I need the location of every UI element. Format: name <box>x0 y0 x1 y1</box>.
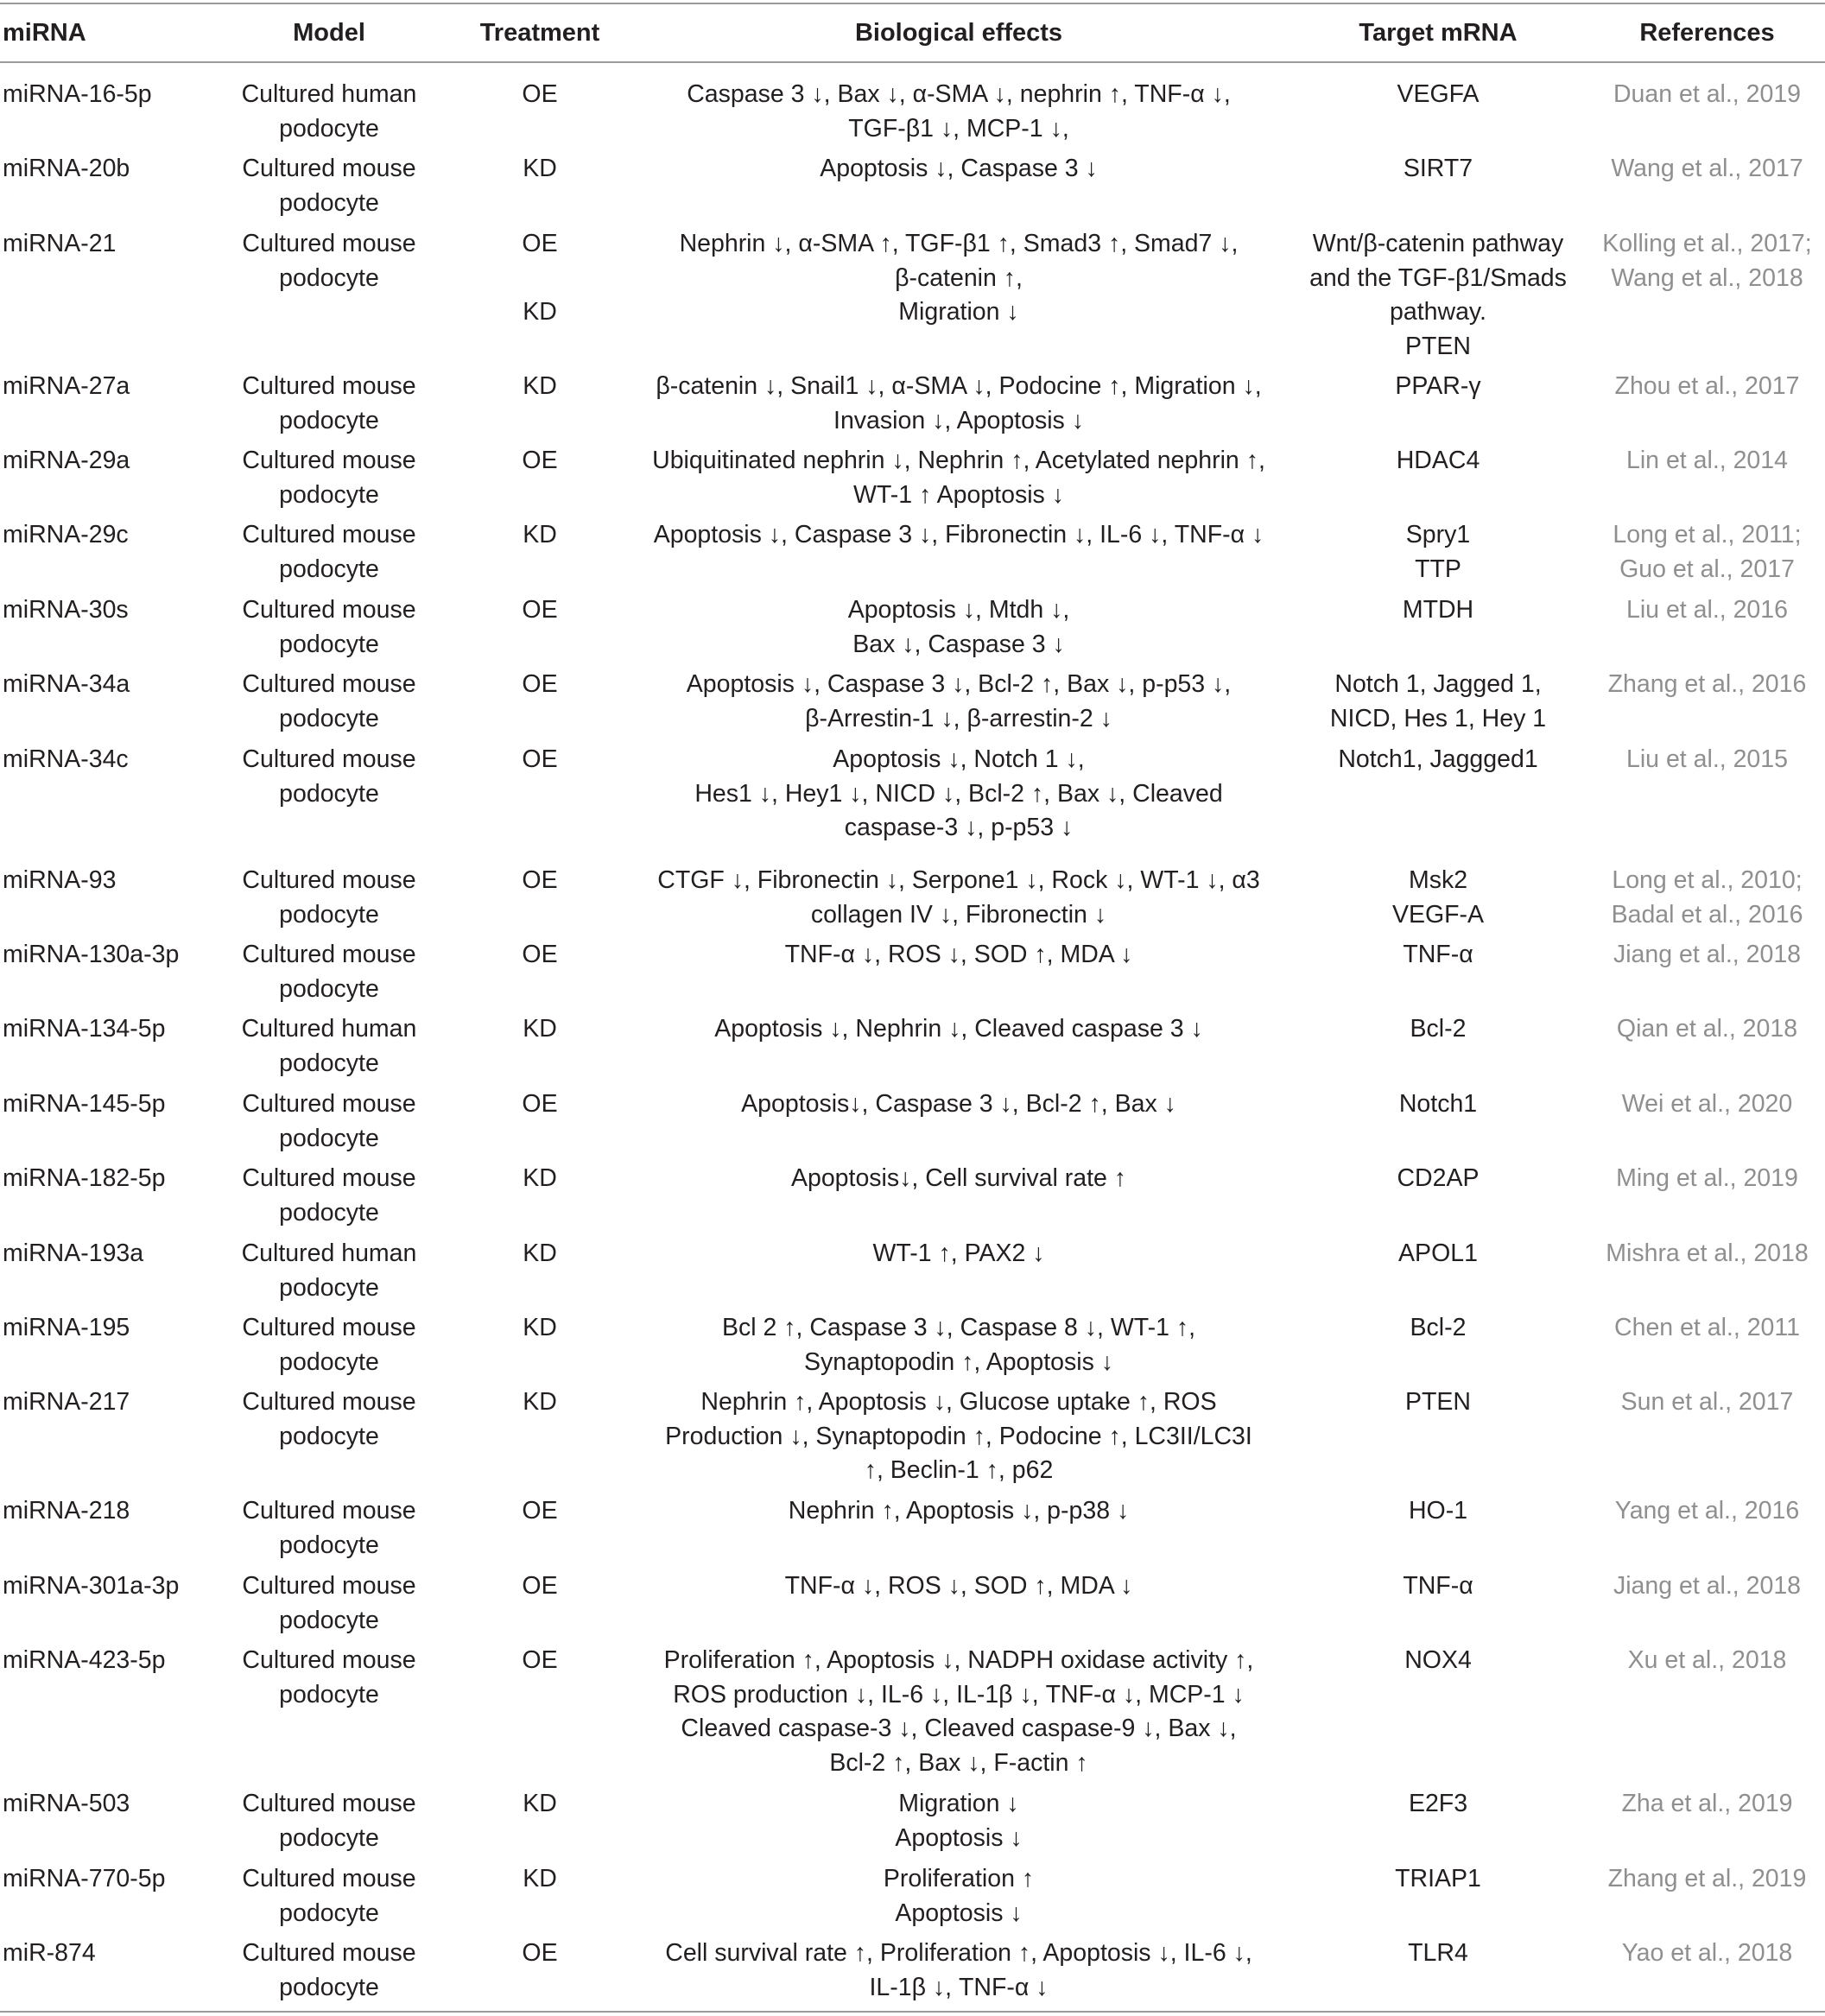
row-biological-effects: Apoptosis ↓, Caspase 3 ↓, Fibronectin ↓, IL-6 ↓, TNF-α ↓ <box>653 521 1264 548</box>
row-biological-effects: Apoptosis ↓, Mtdh ↓, Bax ↓, Caspase 3 ↓ <box>847 596 1070 658</box>
row-treatment: KD <box>523 155 557 182</box>
row-model: Cultured mouse podocyte <box>242 670 416 732</box>
row-target-mrna: TNF-α <box>1403 941 1473 968</box>
row-references: Ming et al., 2019 <box>1616 1164 1798 1192</box>
row-model: Cultured mouse podocyte <box>242 372 416 434</box>
row-target-mrna: APOL1 <box>1398 1239 1478 1267</box>
header-treatment: Treatment <box>479 19 600 47</box>
row-target-mrna: E2F3 <box>1408 1790 1468 1817</box>
row-references: Duan et al., 2019 <box>1613 80 1802 108</box>
row-references: Wang et al., 2017 <box>1611 155 1803 182</box>
row-treatment: KD <box>523 1314 557 1341</box>
row-biological-effects: Cell survival rate ↑, Proliferation ↑, Apoptosis ↓, IL-6 ↓, IL-1β ↓, TNF-α ↓ <box>665 1939 1252 2001</box>
row-mirna: miRNA-30s <box>3 596 129 624</box>
row-model: Cultured mouse podocyte <box>242 447 416 509</box>
bottom-rule <box>0 2011 1825 2013</box>
row-references: Kolling et al., 2017; Wang et al., 2018 <box>1602 230 1812 292</box>
top-rule <box>0 3 1825 4</box>
row-treatment: OE <box>522 1090 558 1118</box>
row-model: Cultured human podocyte <box>241 80 417 143</box>
row-target-mrna: VEGFA <box>1397 80 1480 108</box>
row-target-mrna: TLR4 <box>1408 1939 1468 1967</box>
row-model: Cultured human podocyte <box>241 1015 417 1077</box>
row-model: Cultured mouse podocyte <box>242 1939 416 2001</box>
row-treatment: KD <box>523 372 557 400</box>
row-target-mrna: Bcl-2 <box>1410 1015 1467 1043</box>
row-mirna: miRNA-29a <box>3 447 130 474</box>
row-mirna: miRNA-21 <box>3 230 117 257</box>
row-target-mrna: Wnt/β-catenin pathway and the TGF-β1/Smads pathway. PTEN <box>1309 230 1567 360</box>
row-model: Cultured human podocyte <box>241 1239 417 1302</box>
row-treatment: KD <box>523 1164 557 1192</box>
row-biological-effects: Nephrin ↑, Apoptosis ↓, Glucose uptake ↑, ROS Production ↓, Synaptopodin ↑, Podocine ↑, LC3II/LC3I ↑, Beclin-1 ↑, p62 <box>665 1388 1252 1484</box>
row-model: Cultured mouse podocyte <box>242 1572 416 1634</box>
row-references: Mishra et al., 2018 <box>1606 1239 1809 1267</box>
row-references: Long et al., 2011; Guo et al., 2017 <box>1613 521 1802 583</box>
row-treatment: OE <box>522 447 558 474</box>
row-mirna: miRNA-29c <box>3 521 129 548</box>
row-treatment: OE <box>522 1572 558 1600</box>
row-model: Cultured mouse podocyte <box>242 1090 416 1152</box>
row-biological-effects: Nephrin ↓, α-SMA ↑, TGF-β1 ↑, Smad3 ↑, Smad7 ↓, β-catenin ↑, Migration ↓ <box>679 230 1239 326</box>
row-mirna: miRNA-93 <box>3 866 117 894</box>
row-biological-effects: TNF-α ↓, ROS ↓, SOD ↑, MDA ↓ <box>784 941 1133 968</box>
row-biological-effects: TNF-α ↓, ROS ↓, SOD ↑, MDA ↓ <box>784 1572 1133 1600</box>
row-target-mrna: Notch1, Jaggged1 <box>1338 745 1538 773</box>
row-model: Cultured mouse podocyte <box>242 1388 416 1450</box>
row-mirna: miRNA-423-5p <box>3 1646 166 1674</box>
row-biological-effects: Proliferation ↑, Apoptosis ↓, NADPH oxidase activity ↑, ROS production ↓, IL-6 ↓, IL-1β ↓, TNF-α ↓, MCP-1 ↓ Cleaved caspase-3 ↓, Cleaved caspase-9 ↓, Bax ↓, Bcl-2 ↑, Bax ↓, F-actin ↑ <box>663 1646 1254 1777</box>
row-target-mrna: Msk2 VEGF-A <box>1391 866 1485 929</box>
row-treatment: OE KD <box>522 230 558 326</box>
row-model: Cultured mouse podocyte <box>242 1646 416 1709</box>
row-model: Cultured mouse podocyte <box>242 745 416 808</box>
row-mirna: miRNA-134-5p <box>3 1015 166 1043</box>
row-treatment: OE <box>522 866 558 894</box>
row-biological-effects: Proliferation ↑ Apoptosis ↓ <box>883 1865 1035 1927</box>
row-biological-effects: Caspase 3 ↓, Bax ↓, α-SMA ↓, nephrin ↑, TNF-α ↓, TGF-β1 ↓, MCP-1 ↓, <box>687 80 1231 143</box>
row-treatment: OE <box>522 670 558 698</box>
row-references: Chen et al., 2011 <box>1614 1314 1800 1341</box>
row-biological-effects: Bcl 2 ↑, Caspase 3 ↓, Caspase 8 ↓, WT-1 ↑, Synaptopodin ↑, Apoptosis ↓ <box>721 1314 1196 1376</box>
row-mirna: miRNA-195 <box>3 1314 130 1341</box>
row-model: Cultured mouse podocyte <box>242 1497 416 1559</box>
row-biological-effects: Migration ↓ Apoptosis ↓ <box>895 1790 1023 1852</box>
row-mirna: miRNA-182-5p <box>3 1164 166 1192</box>
row-treatment: OE <box>522 1497 558 1525</box>
row-biological-effects: WT-1 ↑, PAX2 ↓ <box>872 1239 1045 1267</box>
row-references: Qian et al., 2018 <box>1616 1015 1798 1043</box>
row-model: Cultured mouse podocyte <box>242 1865 416 1927</box>
row-references: Yang et al., 2016 <box>1614 1497 1800 1525</box>
row-target-mrna: CD2AP <box>1397 1164 1480 1192</box>
row-mirna: miR-874 <box>3 1939 96 1967</box>
row-references: Zhang et al., 2019 <box>1607 1865 1807 1892</box>
row-references: Liu et al., 2016 <box>1626 596 1788 624</box>
row-biological-effects: CTGF ↓, Fibronectin ↓, Serpone1 ↓, Rock ↓, WT-1 ↓, α3 collagen IV ↓, Fibronectin ↓ <box>657 866 1260 929</box>
row-references: Liu et al., 2015 <box>1626 745 1788 773</box>
row-target-mrna: Bcl-2 <box>1410 1314 1467 1341</box>
row-treatment: OE <box>522 596 558 624</box>
row-model: Cultured mouse podocyte <box>242 596 416 658</box>
row-references: Xu et al., 2018 <box>1627 1646 1787 1674</box>
row-target-mrna: Notch1 <box>1398 1090 1478 1118</box>
row-treatment: OE <box>522 941 558 968</box>
row-target-mrna: HDAC4 <box>1396 447 1480 474</box>
row-target-mrna: PTEN <box>1404 1388 1471 1416</box>
row-treatment: OE <box>522 80 558 108</box>
row-mirna: miRNA-34c <box>3 745 129 773</box>
row-treatment: KD <box>523 1790 557 1817</box>
row-mirna: miRNA-218 <box>3 1497 130 1525</box>
row-mirna: miRNA-503 <box>3 1790 130 1817</box>
row-references: Yao et al., 2018 <box>1621 1939 1793 1967</box>
row-biological-effects: Nephrin ↑, Apoptosis ↓, p-p38 ↓ <box>788 1497 1130 1525</box>
row-target-mrna: NOX4 <box>1404 1646 1472 1674</box>
header-biological-effects: Biological effects <box>854 19 1063 47</box>
row-mirna: miRNA-217 <box>3 1388 130 1416</box>
header-references: References <box>1639 19 1775 47</box>
row-target-mrna: TRIAP1 <box>1395 1865 1481 1892</box>
row-references: Wei et al., 2020 <box>1621 1090 1793 1118</box>
row-treatment: OE <box>522 1939 558 1967</box>
row-mirna: miRNA-193a <box>3 1239 144 1267</box>
row-treatment: KD <box>523 1388 557 1416</box>
header-mirna: miRNA <box>3 19 86 47</box>
row-target-mrna: Notch 1, Jagged 1, NICD, Hes 1, Hey 1 <box>1329 670 1547 732</box>
header-target-mrna: Target mRNA <box>1359 19 1518 47</box>
row-references: Zhang et al., 2016 <box>1607 670 1807 698</box>
row-biological-effects: Apoptosis ↓, Caspase 3 ↓, Bcl-2 ↑, Bax ↓, p-p53 ↓, β-Arrestin-1 ↓, β-arrestin-2 ↓ <box>686 670 1232 732</box>
row-mirna: miRNA-301a-3p <box>3 1572 180 1600</box>
row-treatment: KD <box>523 1239 557 1267</box>
row-biological-effects: Apoptosis↓, Cell survival rate ↑ <box>790 1164 1127 1192</box>
header-rule <box>0 61 1825 63</box>
row-references: Jiang et al., 2018 <box>1613 941 1802 968</box>
row-biological-effects: Apoptosis↓, Caspase 3 ↓, Bcl-2 ↑, Bax ↓ <box>741 1090 1176 1118</box>
row-target-mrna: Spry1 TTP <box>1405 521 1471 583</box>
row-references: Zhou et al., 2017 <box>1614 372 1800 400</box>
row-model: Cultured mouse podocyte <box>242 866 416 929</box>
row-model: Cultured mouse podocyte <box>242 1790 416 1852</box>
row-target-mrna: SIRT7 <box>1403 155 1473 182</box>
row-mirna: miRNA-130a-3p <box>3 941 180 968</box>
row-references: Sun et al., 2017 <box>1620 1388 1794 1416</box>
row-mirna: miRNA-145-5p <box>3 1090 166 1118</box>
row-biological-effects: Ubiquitinated nephrin ↓, Nephrin ↑, Acetylated nephrin ↑, WT-1 ↑ Apoptosis ↓ <box>652 447 1265 509</box>
row-treatment: KD <box>523 521 557 548</box>
row-mirna: miRNA-27a <box>3 372 130 400</box>
row-references: Long et al., 2010; Badal et al., 2016 <box>1611 866 1803 929</box>
row-mirna: miRNA-16-5p <box>3 80 152 108</box>
row-model: Cultured mouse podocyte <box>242 521 416 583</box>
row-target-mrna: HO-1 <box>1408 1497 1468 1525</box>
row-model: Cultured mouse podocyte <box>242 1164 416 1227</box>
row-biological-effects: β-catenin ↓, Snail1 ↓, α-SMA ↓, Podocine ↑, Migration ↓, Invasion ↓, Apoptosis ↓ <box>656 372 1262 434</box>
row-mirna: miRNA-20b <box>3 155 130 182</box>
row-model: Cultured mouse podocyte <box>242 155 416 217</box>
row-target-mrna: TNF-α <box>1403 1572 1473 1600</box>
header-model: Model <box>293 19 365 47</box>
row-model: Cultured mouse podocyte <box>242 941 416 1003</box>
row-mirna: miRNA-770-5p <box>3 1865 166 1892</box>
row-treatment: OE <box>522 1646 558 1674</box>
row-treatment: KD <box>523 1015 557 1043</box>
row-model: Cultured mouse podocyte <box>242 1314 416 1376</box>
row-references: Lin et al., 2014 <box>1626 447 1788 474</box>
row-target-mrna: PPAR-γ <box>1395 372 1481 400</box>
row-biological-effects: Apoptosis ↓, Notch 1 ↓, Hes1 ↓, Hey1 ↓, NICD ↓, Bcl-2 ↑, Bax ↓, Cleaved caspase-3 ↓, p-p53 ↓ <box>694 745 1223 841</box>
row-target-mrna: MTDH <box>1402 596 1474 624</box>
row-model: Cultured mouse podocyte <box>242 230 416 292</box>
row-mirna: miRNA-34a <box>3 670 130 698</box>
row-references: Jiang et al., 2018 <box>1613 1572 1802 1600</box>
row-biological-effects: Apoptosis ↓, Caspase 3 ↓ <box>820 155 1098 182</box>
row-treatment: OE <box>522 745 558 773</box>
row-references: Zha et al., 2019 <box>1621 1790 1793 1817</box>
row-treatment: KD <box>523 1865 557 1892</box>
row-biological-effects: Apoptosis ↓, Nephrin ↓, Cleaved caspase 3 ↓ <box>714 1015 1203 1043</box>
